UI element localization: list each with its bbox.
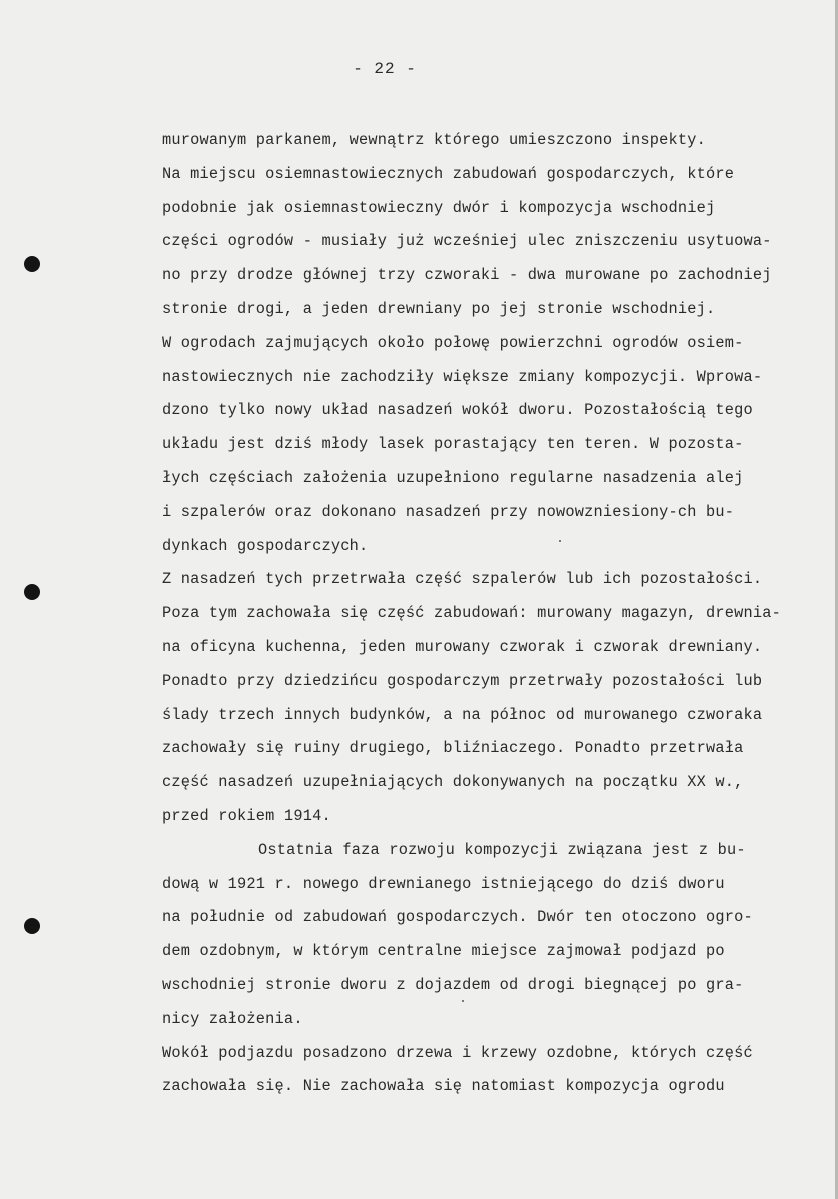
punch-hole: [24, 584, 40, 600]
text-line: murowanym parkanem, wewnątrz którego umieszczono inspekty.: [162, 131, 707, 149]
text-line: Ostatnia faza rozwoju kompozycji związana jest z bu-: [258, 840, 746, 859]
text-line: Ponadto przy dziedzińcu gospodarczym przetrwały pozostałości lub: [162, 671, 763, 690]
text-line: ślady trzech innych budynków, a na północ od murowanego czworaka: [162, 705, 763, 724]
page-number: - 22 -: [353, 60, 417, 78]
text-line: część nasadzeń uzupełniających dokonywanych na początku XX w.,: [162, 773, 744, 792]
text-line: przed rokiem 1914.: [162, 806, 331, 825]
text-line: nicy założenia.: [162, 1009, 303, 1028]
text-line: dzono tylko nowy układ nasadzeń wokół dworu. Pozostałością tego: [162, 401, 753, 420]
body-text: [162, 124, 802, 1104]
text-line: łych częściach założenia uzupełniono regularne nasadzenia alej: [162, 468, 744, 487]
punch-hole: [24, 256, 40, 272]
text-line: Z nasadzeń tych przetrwała część szpalerów lub ich pozostałości.: [162, 570, 763, 589]
text-line: Wokół podjazdu posadzono drzewa i krzewy ozdobne, których część: [162, 1043, 753, 1062]
text-line: na oficyna kuchenna, jeden murowany czworak i czworak drewniany.: [162, 637, 763, 656]
text-line: podobnie jak osiemnastowieczny dwór i kompozycja wschodniej: [162, 198, 716, 217]
text-line: na południe od zabudowań gospodarczych. Dwór ten otoczono ogro-: [162, 908, 753, 927]
text-line: dynkach gospodarczych.: [162, 536, 369, 555]
text-line: Poza tym zachowała się część zabudowań: murowany magazyn, drewnia-: [162, 604, 782, 623]
text-line: i szpalerów oraz dokonano nasadzeń przy nowowzniesiony-ch bu-: [162, 502, 735, 521]
text-line: układu jest dziś młody lasek porastający ten teren. W pozosta-: [162, 435, 744, 454]
text-line: zachowały się ruiny drugiego, bliźniaczego. Ponadto przetrwała: [162, 739, 744, 758]
text-line: dem ozdobnym, w którym centralne miejsce zajmował podjazd po: [162, 942, 725, 961]
text-line: W ogrodach zajmujących około połowę powierzchni ogrodów osiem-: [162, 333, 744, 352]
text-line: części ogrodów - musiały już wcześniej ulec zniszczeniu usytuowa-: [162, 232, 772, 251]
punch-hole: [24, 918, 40, 934]
text-line: Na miejscu osiemnastowiecznych zabudowań gospodarczych, które: [162, 164, 735, 183]
text-line: stronie drogi, a jeden drewniany po jej stronie wschodniej.: [162, 299, 716, 318]
text-line: dową w 1921 r. nowego drewnianego istniejącego do dziś dworu: [162, 874, 725, 893]
text-line: no przy drodze głównej trzy czworaki - dwa murowane po zachodniej: [162, 266, 772, 285]
text-line: nastowiecznych nie zachodziły większe zmiany kompozycji. Wprowa-: [162, 367, 763, 386]
text-line: wschodniej stronie dworu z dojazdem od drogi biegnącej po gra-: [162, 975, 744, 994]
text-line: zachowała się. Nie zachowała się natomiast kompozycja ogrodu: [162, 1077, 725, 1096]
